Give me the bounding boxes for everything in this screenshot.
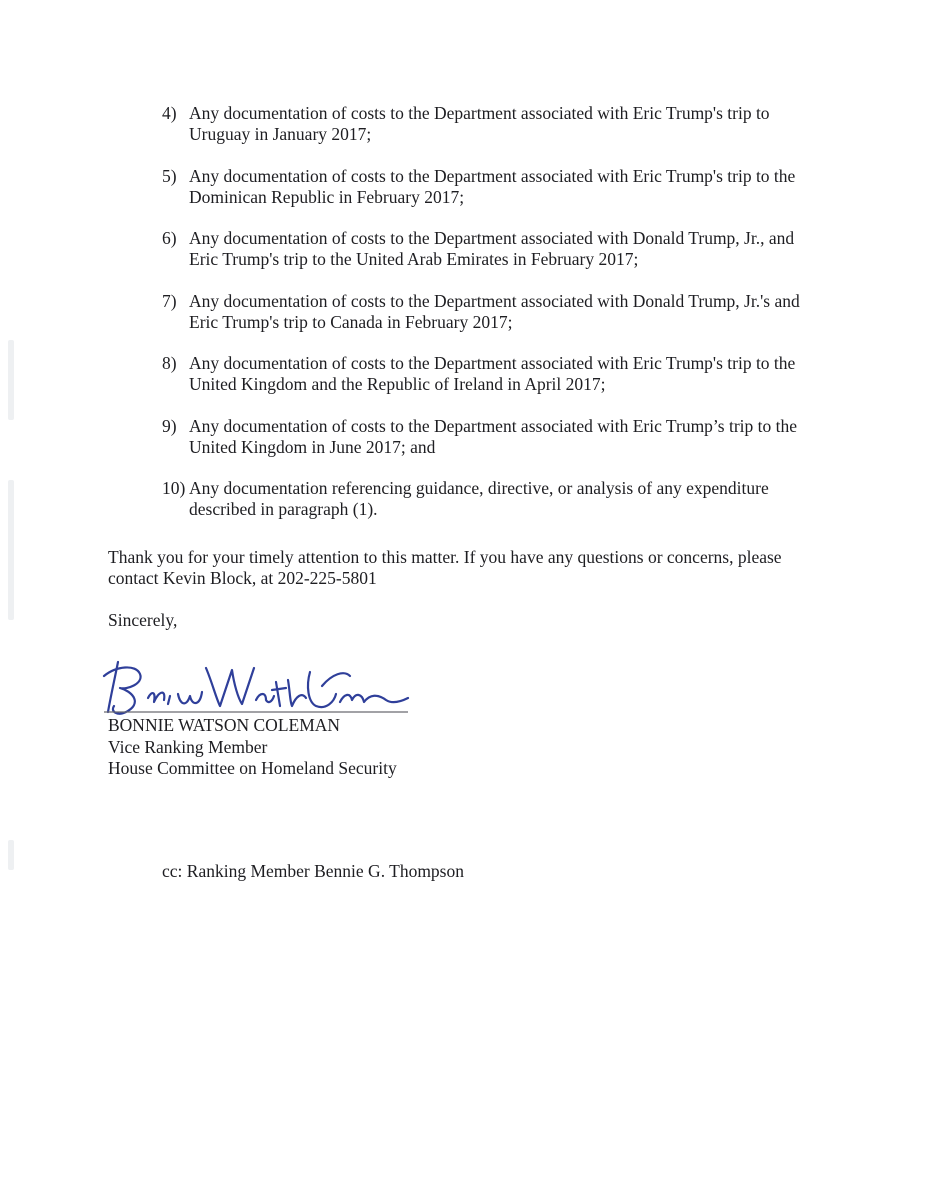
list-item-text: Any documentation of costs to the Department associated with Eric Trump’s trip to the United Kingdom in June 2017; and bbox=[189, 415, 798, 457]
list-item-text: Any documentation of costs to the Department associated with Donald Trump, Jr.'s and Eric Trump's trip to Canada in February 2017; bbox=[189, 290, 800, 332]
list-item bbox=[162, 291, 822, 333]
list-item-text: Any documentation of costs to the Department associated with Eric Trump's trip to Uruguay in January 2017; bbox=[189, 103, 770, 144]
list-item bbox=[162, 228, 822, 270]
signatory-name: BONNIE WATSON COLEMAN bbox=[108, 715, 341, 735]
list-item-text: Any documentation referencing guidance, directive, or analysis of any expenditure described in paragraph (1). bbox=[189, 478, 769, 519]
list-item-number: 5) bbox=[162, 165, 177, 186]
signatory-title: Vice Ranking Member bbox=[108, 736, 268, 757]
closing-paragraph: Thank you for your timely attention to this matter. If you have any questions or concerns, please contact Kevin Block, at 202-225-5801 bbox=[108, 547, 782, 588]
cc-line: cc: Ranking Member Bennie G. Thompson bbox=[162, 861, 464, 881]
scan-artifact bbox=[8, 480, 14, 620]
signature-image bbox=[96, 652, 416, 722]
request-list bbox=[162, 103, 822, 541]
list-item-number: 7) bbox=[162, 290, 177, 311]
list-item bbox=[162, 166, 822, 208]
list-item-number: 10) bbox=[162, 478, 186, 498]
list-item-number: 4) bbox=[162, 103, 177, 123]
list-item-text: Any documentation of costs to the Department associated with Eric Trump's trip to the Dominican Republic in February 2017; bbox=[189, 165, 796, 207]
list-item bbox=[162, 416, 822, 458]
list-item bbox=[162, 478, 822, 520]
salutation: Sincerely, bbox=[108, 610, 178, 630]
list-item-number: 9) bbox=[162, 415, 177, 436]
signature-block bbox=[108, 715, 397, 780]
signatory-committee: House Committee on Homeland Security bbox=[108, 758, 397, 778]
list-item-number: 8) bbox=[162, 353, 177, 373]
list-item bbox=[162, 353, 822, 395]
list-item-text: Any documentation of costs to the Department associated with Donald Trump, Jr., and Eric Trump's trip to the United Arab Emirates in February 2017; bbox=[189, 228, 795, 269]
scan-artifact bbox=[8, 840, 14, 870]
list-item bbox=[162, 103, 822, 145]
list-item-number: 6) bbox=[162, 228, 177, 248]
list-item-text: Any documentation of costs to the Department associated with Eric Trump's trip to the United Kingdom and the Republic of Ireland in April 2017; bbox=[189, 353, 796, 394]
scan-artifact bbox=[8, 340, 14, 420]
